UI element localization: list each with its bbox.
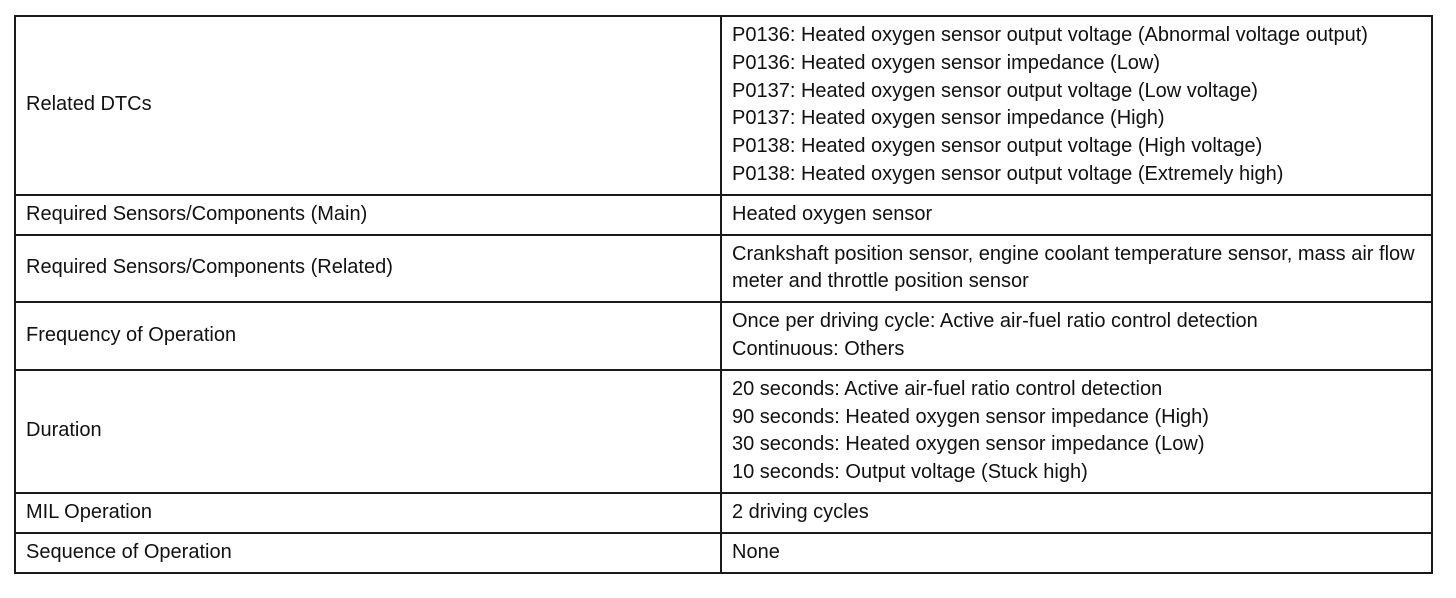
table-row-frequency bbox=[15, 302, 1432, 370]
table-row-sequence bbox=[15, 533, 1432, 573]
row-label: Sequence of Operation bbox=[15, 533, 721, 573]
row-value bbox=[721, 370, 1432, 493]
row-label: Related DTCs bbox=[15, 16, 721, 195]
table-row-main-components bbox=[15, 195, 1432, 235]
row-value bbox=[721, 16, 1432, 195]
value-line: Heated oxygen sensor bbox=[732, 202, 933, 225]
row-label: MIL Operation bbox=[15, 493, 721, 533]
value-line: P0138: Heated oxygen sensor output voltage (Extremely high) bbox=[732, 162, 1284, 185]
value-line: P0136: Heated oxygen sensor impedance (Low) bbox=[732, 51, 1161, 74]
row-value bbox=[721, 195, 1432, 235]
table-row-mil-operation bbox=[15, 493, 1432, 533]
value-line: P0138: Heated oxygen sensor output voltage (High voltage) bbox=[732, 135, 1263, 158]
row-value bbox=[721, 235, 1432, 303]
row-label: Frequency of Operation bbox=[15, 302, 721, 370]
value-line: P0137: Heated oxygen sensor impedance (High) bbox=[732, 107, 1165, 130]
value-line: P0136: Heated oxygen sensor output voltage (Abnormal voltage output) bbox=[732, 24, 1368, 46]
monitor-spec-table bbox=[14, 15, 1433, 574]
row-label: Required Sensors/Components (Main) bbox=[15, 195, 721, 235]
value-line: 10 seconds: Output voltage (Stuck high) bbox=[732, 461, 1088, 484]
value-line: Once per driving cycle: Active air-fuel ratio control detection bbox=[732, 310, 1258, 333]
table-row-related-components bbox=[15, 235, 1432, 303]
value-line: Continuous: Others bbox=[732, 337, 905, 360]
table-row-related-dtcs bbox=[15, 16, 1432, 195]
value-line: 2 driving cycles bbox=[732, 500, 869, 523]
value-line: 30 seconds: Heated oxygen sensor impedance (Low) bbox=[732, 433, 1205, 456]
value-line: P0137: Heated oxygen sensor output voltage (Low voltage) bbox=[732, 79, 1258, 102]
value-line: 90 seconds: Heated oxygen sensor impedance (High) bbox=[732, 405, 1209, 428]
spec-sheet bbox=[14, 15, 1431, 574]
value-line: None bbox=[732, 540, 780, 563]
row-label: Required Sensors/Components (Related) bbox=[15, 235, 721, 303]
row-value bbox=[721, 493, 1432, 533]
table-row-duration bbox=[15, 370, 1432, 493]
value-line: 20 seconds: Active air-fuel ratio control detection bbox=[732, 377, 1163, 400]
value-line: Crankshaft position sensor, engine coolant temperature sensor, mass air flow meter and throttle position sensor bbox=[732, 242, 1415, 293]
row-label: Duration bbox=[15, 370, 721, 493]
row-value bbox=[721, 302, 1432, 370]
row-value bbox=[721, 533, 1432, 573]
